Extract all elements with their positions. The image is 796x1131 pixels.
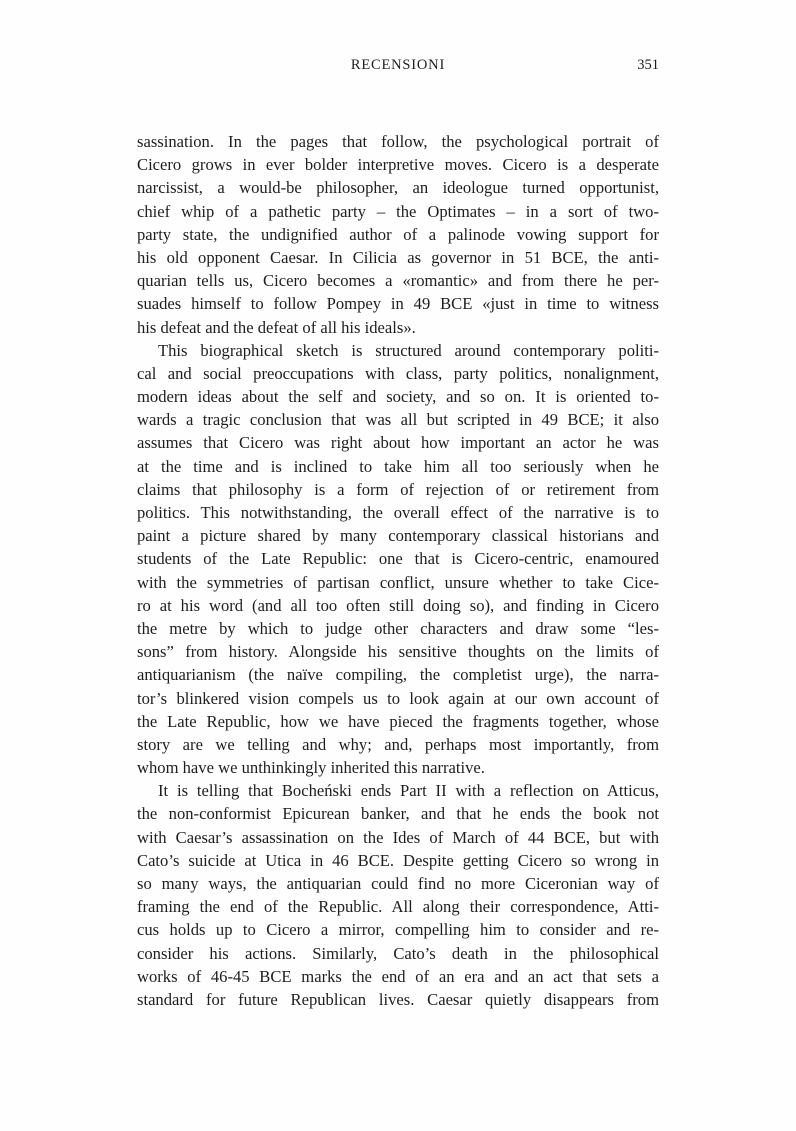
text-line: ro at his word (and all too often still doing so), and finding in Cicero xyxy=(137,595,659,615)
paragraph xyxy=(137,339,659,780)
paragraph xyxy=(137,779,659,1011)
text-line: at the time and is inclined to take him all too seriously when he xyxy=(137,456,659,476)
text-line: his old opponent Caesar. In Cilicia as governor in 51 BCE, the anti- xyxy=(137,247,659,267)
text-line: quarian tells us, Cicero becomes a «romantic» and from there he per- xyxy=(137,271,659,291)
text-line: story are we telling and why; and, perhaps most importantly, from xyxy=(137,734,659,754)
text-line: the metre by which to judge other characters and draw some “les- xyxy=(137,618,659,638)
text-line: paint a picture shared by many contemporary classical historians and xyxy=(137,526,659,546)
text-line: students of the Late Republic: one that is Cicero-centric, enamoured xyxy=(137,549,659,569)
text-line: Cato’s suicide at Utica in 46 BCE. Despite getting Cicero so wrong in xyxy=(137,850,659,870)
text-line: framing the end of the Republic. All along their correspondence, Atti- xyxy=(137,897,659,917)
text-line: his defeat and the defeat of all his ideals». xyxy=(137,317,416,337)
text-line: works of 46-45 BCE marks the end of an era and an act that sets a xyxy=(137,966,659,986)
text-line: antiquarianism (the naïve compiling, the completist urge), the narra- xyxy=(137,665,659,685)
text-line: This biographical sketch is structured around contemporary politi- xyxy=(158,340,659,360)
section-title: RECENSIONI xyxy=(350,57,446,73)
running-head xyxy=(137,57,659,77)
text-line: suades himself to follow Pompey in 49 BCE «just in time to witness xyxy=(137,294,659,314)
page-body xyxy=(137,130,659,1011)
text-line: modern ideas about the self and society, and so on. It is oriented to- xyxy=(137,387,659,407)
text-line: the non-conformist Epicurean banker, and that he ends the book not xyxy=(137,804,659,824)
text-line: cus holds up to Cicero a mirror, compelling him to consider and re- xyxy=(137,920,659,940)
paragraph xyxy=(137,130,659,339)
text-line: so many ways, the antiquarian could find no more Ciceronian way of xyxy=(137,874,659,893)
text-line: claims that philosophy is a form of rejection of or retirement from xyxy=(137,479,659,499)
text-line: with Caesar’s assassination on the Ides of March of 44 BCE, but with xyxy=(137,827,659,847)
text-line: narcissist, a would-be philosopher, an ideologue turned opportunist, xyxy=(137,178,659,198)
text-line: cal and social preoccupations with class, party politics, nonalignment, xyxy=(137,363,659,383)
text-line: assumes that Cicero was right about how important an actor he was xyxy=(137,433,659,453)
text-line: politics. This notwithstanding, the overall effect of the narrative is to xyxy=(137,503,659,522)
text-line: standard for future Republican lives. Caesar quietly disappears from xyxy=(137,989,659,1009)
page-number: 351 xyxy=(637,57,659,73)
text-line: whom have we unthinkingly inherited this narrative. xyxy=(137,758,485,778)
text-line: sassination. In the pages that follow, the psychological portrait of xyxy=(137,132,659,151)
text-line: chief whip of a pathetic party – the Optimates – in a sort of two- xyxy=(137,201,659,221)
text-line: party state, the undignified author of a palinode vowing support for xyxy=(137,224,659,244)
text-line: sons” from history. Alongside his sensitive thoughts on the limits of xyxy=(137,642,659,662)
text-line: consider his actions. Similarly, Cato’s death in the philosophical xyxy=(137,943,659,963)
text-line: wards a tragic conclusion that was all but scripted in 49 BCE; it also xyxy=(137,410,659,430)
text-line: with the symmetries of partisan conflict, unsure whether to take Cice- xyxy=(137,572,659,592)
text-line: tor’s blinkered vision compels us to look again at our own account of xyxy=(137,688,659,708)
text-line: the Late Republic, how we have pieced the fragments together, whose xyxy=(137,711,659,731)
text-line: It is telling that Bocheński ends Part II with a reflection on Atticus, xyxy=(158,781,659,801)
text-line: Cicero grows in ever bolder interpretive moves. Cicero is a desperate xyxy=(137,155,659,175)
